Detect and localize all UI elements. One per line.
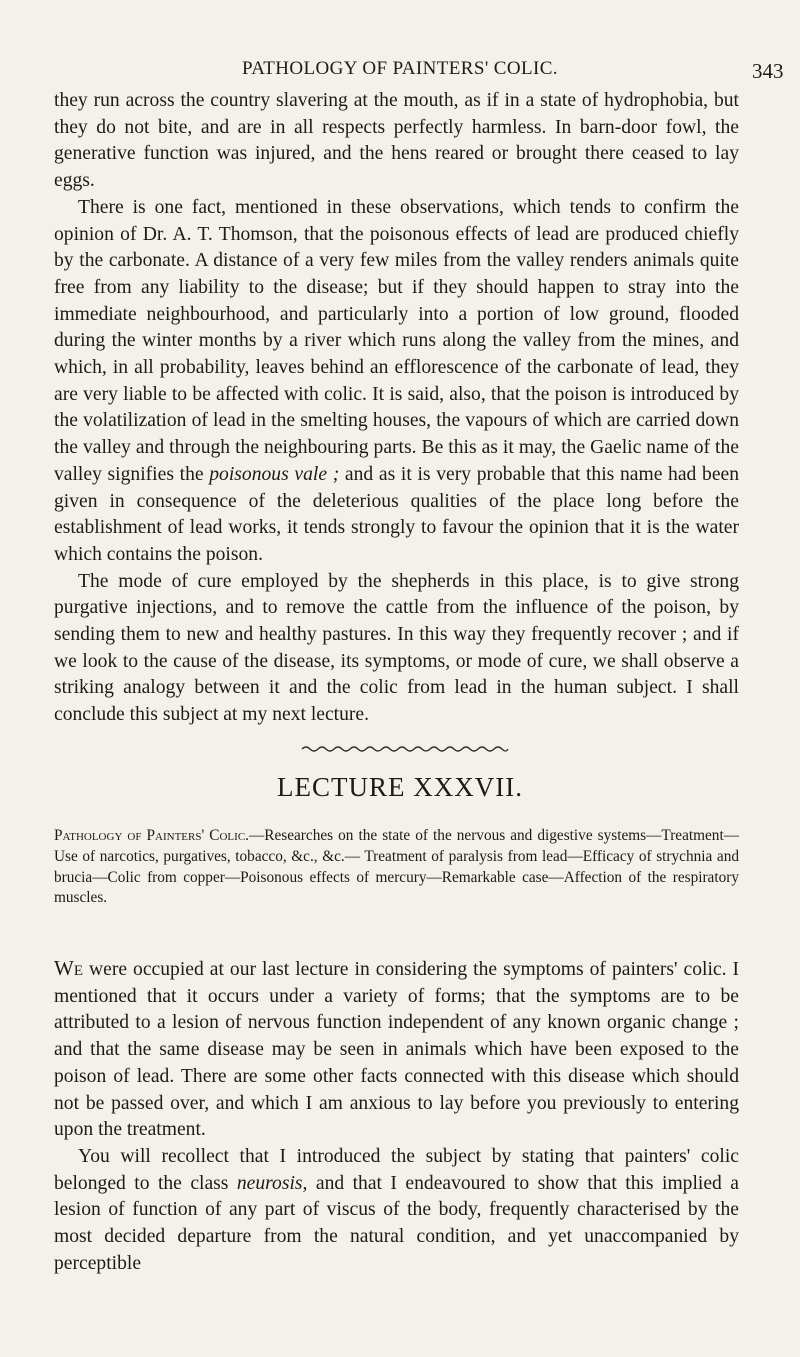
- paragraph-neurosis: [54, 1144, 739, 1278]
- summary-lead: Pathology of Painters' Colic.: [54, 827, 249, 844]
- paragraph-text: You will recollect that I introduced the subject by stating that painters' colic belonged to the class: [54, 1145, 739, 1194]
- paragraph-opening: [54, 955, 739, 1144]
- running-title: PATHOLOGY OF PAINTERS' COLIC.: [242, 58, 558, 79]
- page-number: 343: [752, 59, 784, 83]
- summary-text: —Researches on the state of the nervous and digestive systems—Treatment—Use of narcotics, purgatives, tobacco, &c., &c.— Treatment of paralysis from lead—Efficacy of strychnia and brucia—Colic from copper—Poisonous effects of mercury—Remarkable case—Affection of the respiratory muscles.: [54, 827, 739, 907]
- lecture-summary: [54, 826, 739, 909]
- paragraph-cure: The mode of cure employed by the shepherds in this place, is to give strong purgative injections, and to remove the cattle from the influence of the poison, by sending them to new and healthy pastures. In this way they frequently recover ; and if we look to the cause of the disease, its symptoms, or mode of cure, we shall observe a striking analogy between it and the colic from lead in the human subject. I shall conclude this subject at my next lecture.: [54, 570, 739, 726]
- paragraph-text: and as it is very probable that this name had been given in consequence of the deleterious qualities of the place long before the establishment of lead works, it tends strongly to favour the opinion that it is the water which contains the poison.: [54, 463, 740, 565]
- top-text-block: [54, 88, 739, 729]
- italic-term: neurosis,: [236, 1172, 308, 1194]
- bottom-text-block: [54, 955, 739, 1277]
- opening-word: We: [54, 956, 83, 980]
- lecture-heading: LECTURE XXXVII.: [277, 772, 523, 802]
- italic-term: poisonous vale ;: [209, 463, 340, 485]
- paragraph-text: were occupied at our last lecture in considering the symptoms of painters' colic. I mentioned that it occurs under a variety of forms; that the symptoms are to be attributed to a lesion of nervous function independent of any known organic change ; and that the same disease may be seen in animals which have been exposed to the poison of lead. There are some other facts connected with this disease which should not be passed over, and which I am anxious to lay before you previously to entering upon the treatment.: [54, 959, 739, 1141]
- decorative-wavy-rule: [300, 742, 510, 756]
- paragraph-text: and that I endeavoured to show that this implied a lesion of function of any part of viscus of the body, frequently characterised by the most decided departure from the natural condition, and yet unaccompanied by perceptible: [54, 1172, 739, 1274]
- paragraph-text: There is one fact, mentioned in these observations, which tends to confirm the opinion of Dr. A. T. Thomson, that the poisonous effects of lead are produced chiefly by the carbonate. A distance of a very few miles from the valley renders animals quite free from any liability to the disease; but if they should happen to stray into the immediate neighbourhood, and particularly into a portion of low ground, flooded during the winter months by a river which runs along the valley from the mines, and which, in all probability, leaves behind an efflorescence of the carbonate of lead, they are very liable to be affected with colic. It is said, also, that the poison is introduced by the volatilization of lead in the smelting houses, the vapours of which are carried down the valley and through the neighbouring parts. Be this as it may, the Gaelic name of the valley signifies the: [54, 196, 739, 485]
- paragraph-carbonate: [54, 195, 739, 569]
- paragraph-continued: they run across the country slavering at the mouth, as if in a state of hydrophobia, but they do not bite, and are in all respects perfectly harmless. In barn-door fowl, the generative function was injured, and the hens reared or brought there ceased to lay eggs.: [54, 90, 739, 192]
